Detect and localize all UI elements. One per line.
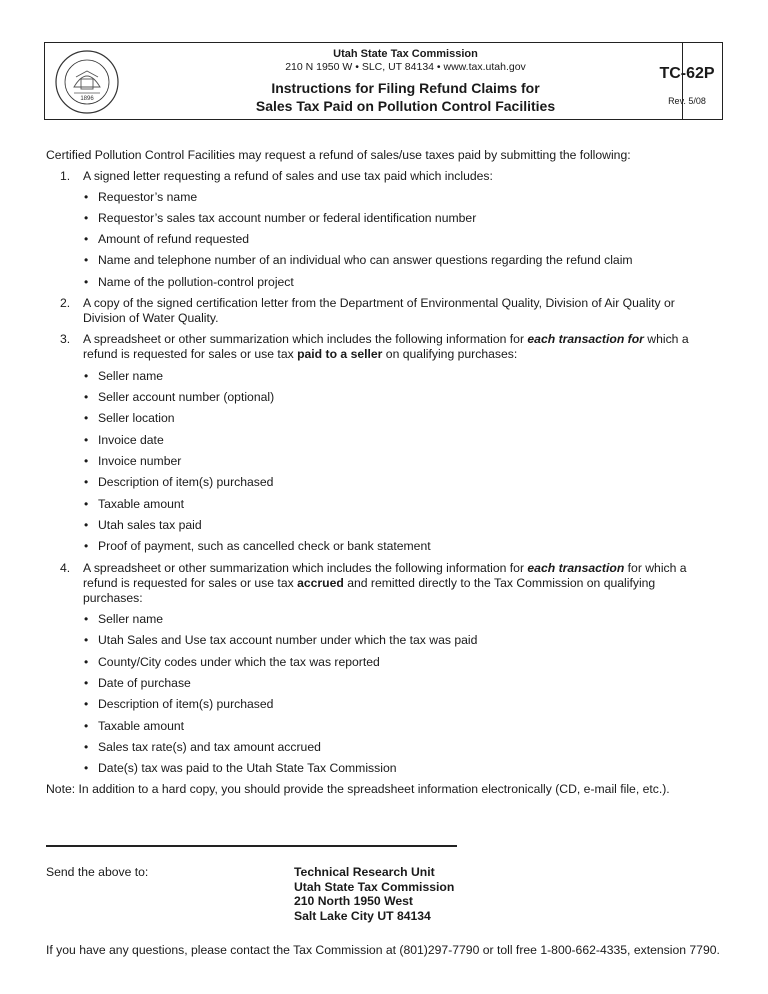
bullet-icon: • xyxy=(84,655,89,669)
bullet-icon: • xyxy=(84,497,89,511)
bold-text: accrued xyxy=(297,576,344,590)
document-title-line1: Instructions for Filing Refund Claims for xyxy=(271,80,540,96)
form-number: TC-62P xyxy=(659,65,715,82)
organization-address: 210 N 1950 W • SLC, UT 84134 • www.tax.utah.gov xyxy=(285,61,526,73)
list-item: Requestor’s name xyxy=(98,190,198,204)
text-run: A spreadsheet or other summarization which includes the following information for xyxy=(83,332,528,346)
bullet-icon: • xyxy=(84,232,89,246)
list-item: Description of item(s) purchased xyxy=(98,697,274,711)
bullet-icon: • xyxy=(84,211,89,225)
address-line: Utah State Tax Commission xyxy=(294,879,455,894)
list-item: Name of the pollution-control project xyxy=(98,275,294,289)
bullet-icon: • xyxy=(84,390,89,404)
item-text xyxy=(83,296,723,326)
mailing-address xyxy=(294,865,454,923)
contact-footer: If you have any questions, please contact the Tax Commission at (801)297-7790 or toll free 1-800-662-4335, extension 7790. xyxy=(46,943,720,957)
bullet-icon: • xyxy=(84,539,89,553)
item-number: 2. xyxy=(60,296,71,310)
bullet-icon: • xyxy=(84,761,89,775)
item-text xyxy=(83,332,723,362)
item-number: 3. xyxy=(60,332,71,346)
list-item: County/City codes under which the tax was reported xyxy=(98,655,380,669)
item-number: 1. xyxy=(60,169,71,183)
bullet-icon: • xyxy=(84,518,89,532)
item-text: A signed letter requesting a refund of sales and use tax paid which includes: xyxy=(83,169,493,183)
text-run: refund is requested for sales or use tax xyxy=(83,576,298,590)
item-text xyxy=(83,561,723,606)
bullet-icon: • xyxy=(84,633,89,647)
address-line: Salt Lake City UT 84134 xyxy=(294,908,431,923)
list-item: Date of purchase xyxy=(98,676,191,690)
item-text-line xyxy=(83,561,723,576)
bold-text: paid to a seller xyxy=(297,347,383,361)
list-item: Utah sales tax paid xyxy=(98,518,202,532)
document-title-line2: Sales Tax Paid on Pollution Control Facilities xyxy=(255,98,556,114)
emphasis-text: each transaction for xyxy=(527,332,644,346)
list-item: Utah Sales and Use tax account number under which the tax was paid xyxy=(98,633,478,647)
text-run: refund is requested for sales or use tax xyxy=(83,347,298,361)
list-item: Seller name xyxy=(98,612,164,626)
list-item: Proof of payment, such as cancelled check or bank statement xyxy=(98,539,431,553)
list-item: Taxable amount xyxy=(98,719,185,733)
item-text-line xyxy=(83,576,723,591)
bullet-icon: • xyxy=(84,369,89,383)
text-run: on qualifying purchases: xyxy=(382,347,518,361)
seal-year: 1896 xyxy=(80,96,94,102)
address-line: Technical Research Unit xyxy=(294,865,435,879)
revision-date: Rev. 5/08 xyxy=(668,96,706,106)
list-item: Requestor’s sales tax account number or federal identification number xyxy=(98,211,477,225)
bullet-icon: • xyxy=(84,697,89,711)
bullet-icon: • xyxy=(84,740,89,754)
header-center xyxy=(129,43,682,119)
organization-name: Utah State Tax Commission xyxy=(333,48,478,60)
form-header xyxy=(44,42,723,120)
list-item: Description of item(s) purchased xyxy=(98,475,274,489)
list-item: Name and telephone number of an individual who can answer questions regarding the refund claim xyxy=(98,253,633,267)
list-item: Invoice date xyxy=(98,433,164,447)
list-item: Seller location xyxy=(98,411,175,425)
emphasis-text: each transaction xyxy=(527,561,625,575)
list-item: Sales tax rate(s) and tax amount accrued xyxy=(98,740,321,754)
bullet-icon: • xyxy=(84,275,89,289)
text-run: and remitted directly to the Tax Commission on qualifying xyxy=(343,576,656,590)
send-to-label: Send the above to: xyxy=(46,865,149,879)
bullet-icon: • xyxy=(84,454,89,468)
item-text-line xyxy=(83,332,723,347)
text-run: which a xyxy=(643,332,689,346)
bullet-icon: • xyxy=(84,411,89,425)
list-item: Date(s) tax was paid to the Utah State Tax Commission xyxy=(98,761,397,775)
intro-text: Certified Pollution Control Facilities may request a refund of sales/use taxes paid by submitting the following: xyxy=(46,148,631,162)
bullet-icon: • xyxy=(84,612,89,626)
text-run: for which a xyxy=(624,561,687,575)
bullet-icon: • xyxy=(84,433,89,447)
note-text: Note: In addition to a hard copy, you should provide the spreadsheet information electronically (CD, e-mail file, etc.). xyxy=(46,782,670,796)
text-run: A spreadsheet or other summarization which includes the following information for xyxy=(83,561,528,575)
item-text-line: purchases: xyxy=(83,591,143,605)
bullet-icon: • xyxy=(84,475,89,489)
list-item: Seller name xyxy=(98,369,164,383)
item-text-line: Division of Water Quality. xyxy=(83,311,219,325)
item-number: 4. xyxy=(60,561,71,575)
bullet-icon: • xyxy=(84,719,89,733)
list-item: Taxable amount xyxy=(98,497,185,511)
state-seal-icon xyxy=(54,49,120,115)
list-item: Seller account number (optional) xyxy=(98,390,275,404)
bullet-icon: • xyxy=(84,253,89,267)
item-text-line: A copy of the signed certification letter from the Department of Environmental Quality, Division of Air Quality or xyxy=(83,296,675,310)
bullet-icon: • xyxy=(84,190,89,204)
list-item: Amount of refund requested xyxy=(98,232,250,246)
divider-line xyxy=(46,845,457,847)
bullet-icon: • xyxy=(84,676,89,690)
seal-cell xyxy=(45,43,129,119)
list-item: Invoice number xyxy=(98,454,182,468)
item-text-line xyxy=(83,347,723,362)
address-line: 210 North 1950 West xyxy=(294,894,413,908)
